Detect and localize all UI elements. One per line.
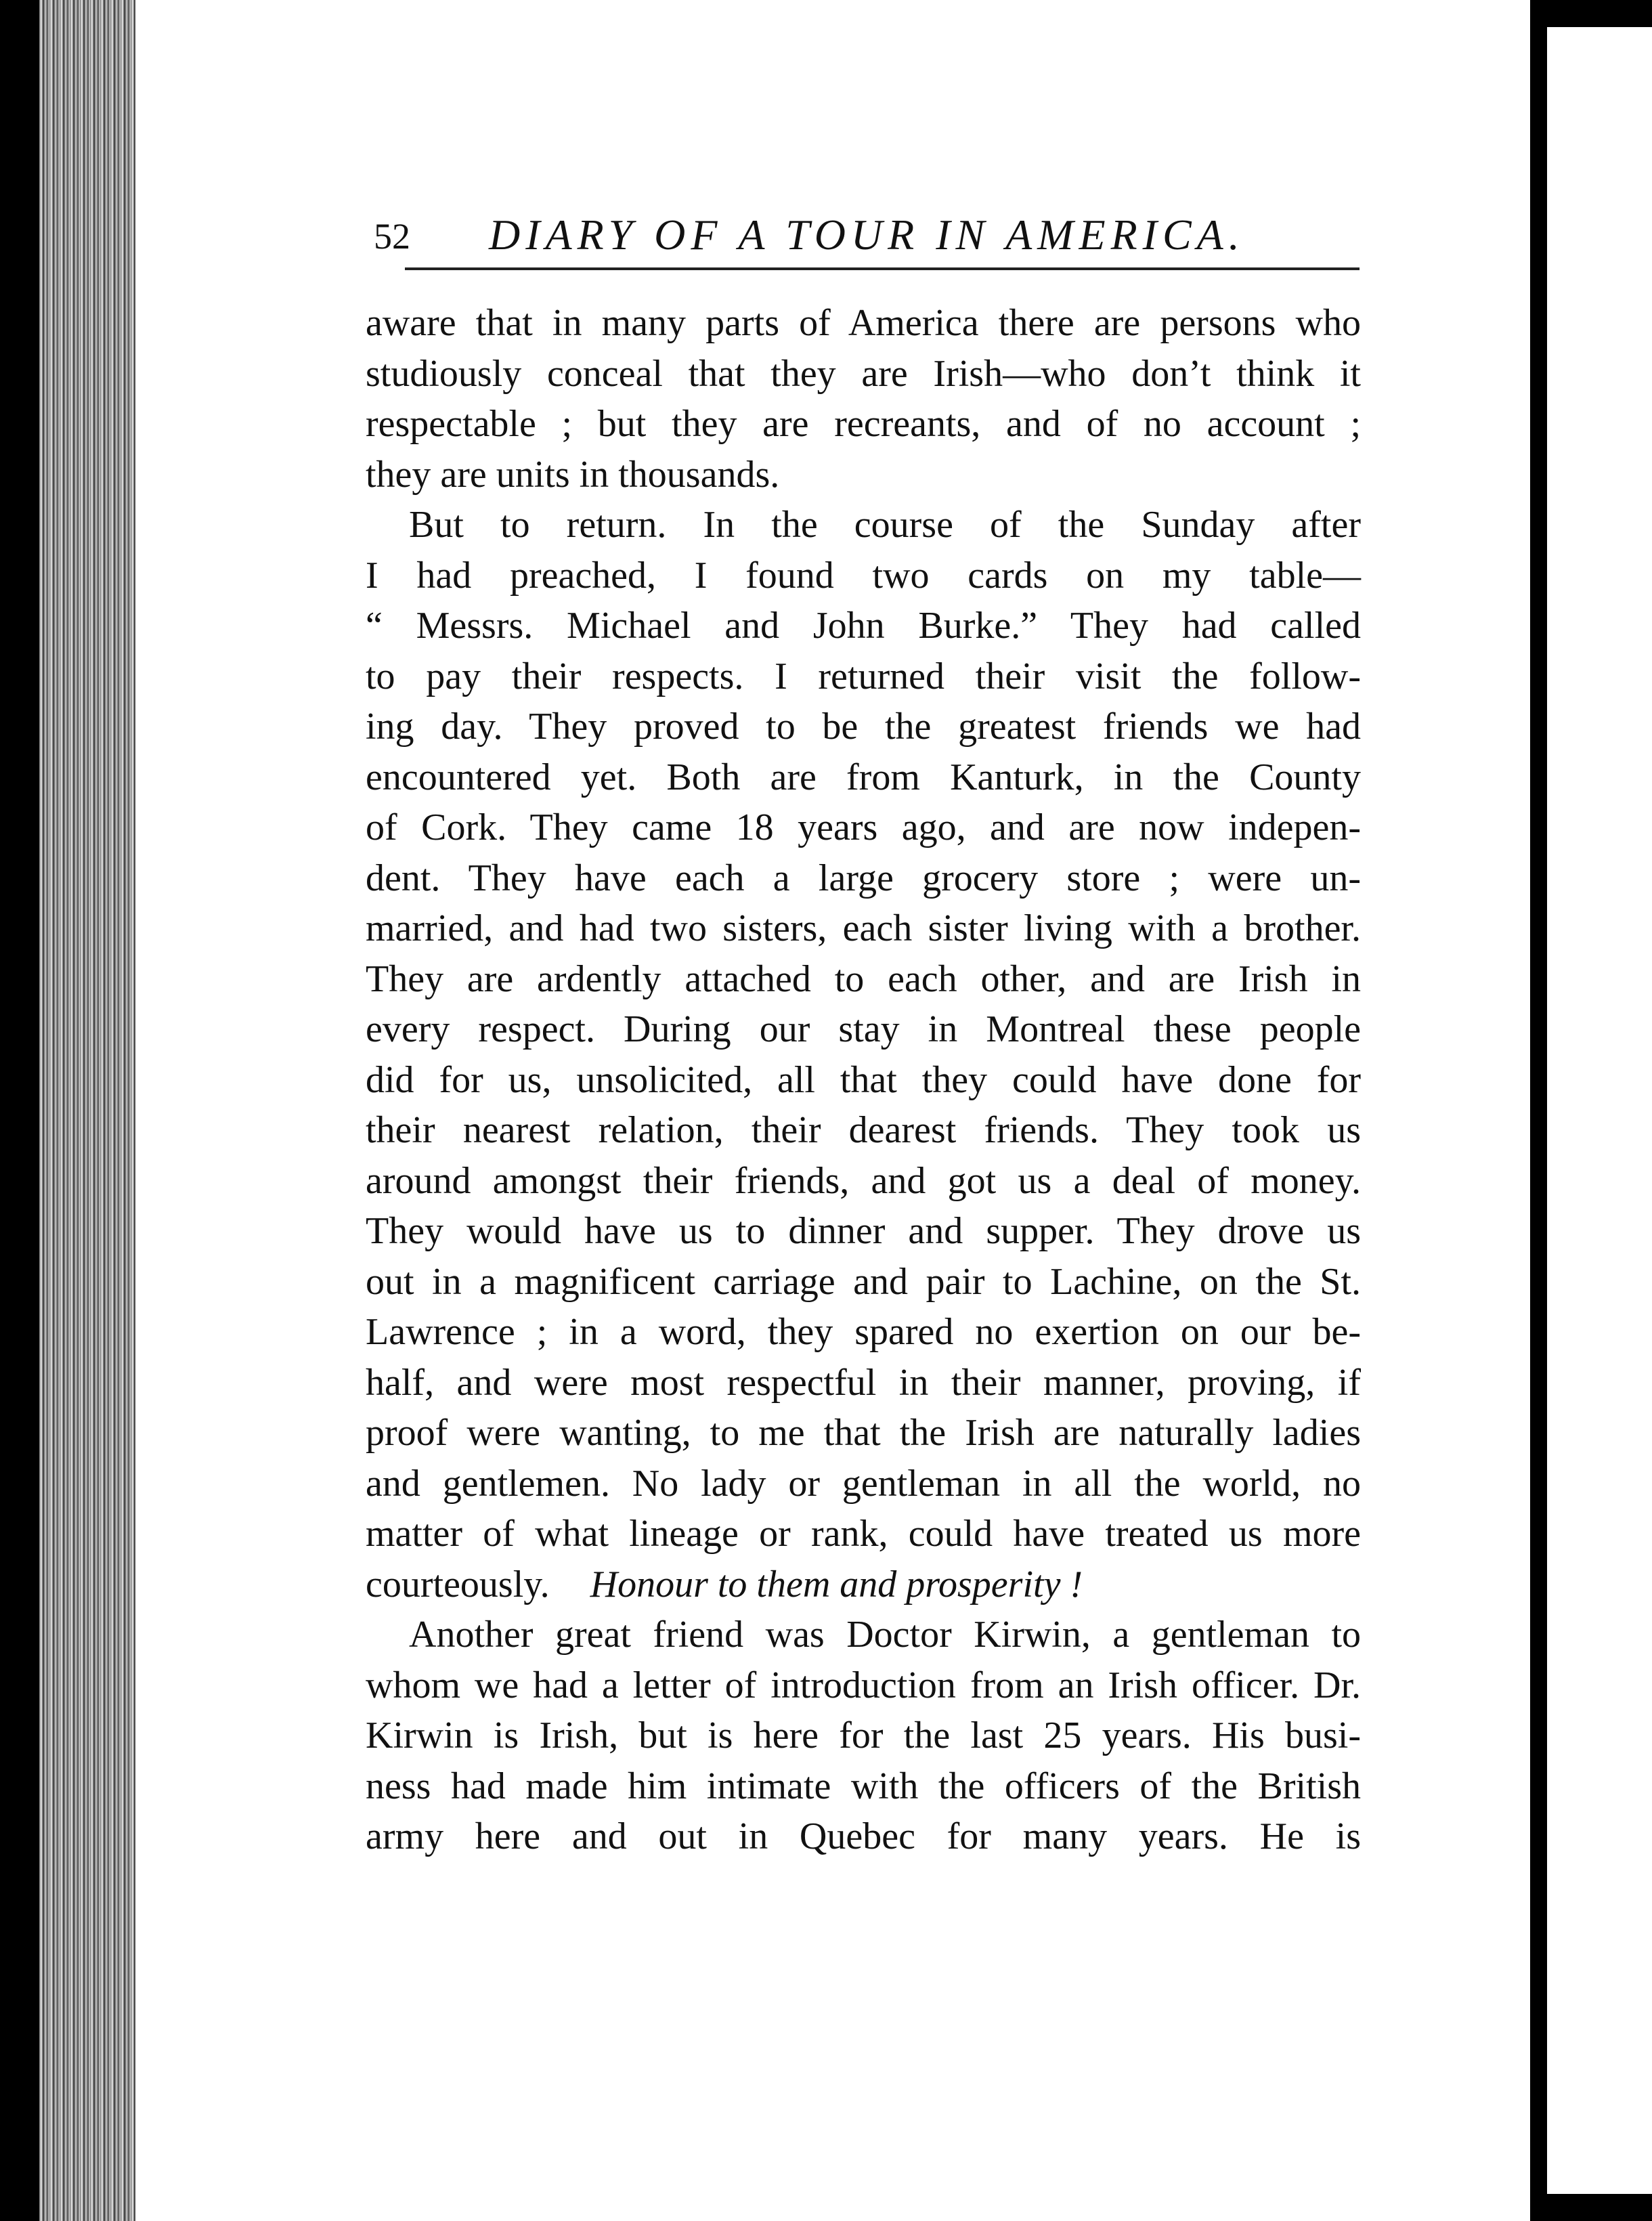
text-line: encountered yet. Both are from Kanturk, in the County — [366, 756, 1361, 798]
text-line: married, and had two sisters, each sister living with a brother. — [366, 907, 1361, 949]
text-line: Lawrence ; in a word, they spared no exertion on our be- — [366, 1311, 1361, 1353]
text-line: They are ardently attached to each other, and are Irish in — [366, 957, 1361, 1000]
paragraph-3 — [366, 1610, 1361, 1862]
text-line: “ Messrs. Michael and John Burke.” They had called — [366, 605, 1361, 647]
paragraph-1 — [366, 298, 1361, 500]
text-line: their nearest relation, their dearest friends. They took us — [366, 1109, 1361, 1151]
text-line: Kirwin is Irish, but is here for the last 25 years. His busi- — [366, 1715, 1361, 1756]
text-line: respectable ; but they are recreants, and of no account ; — [366, 403, 1361, 445]
text-line: studiously conceal that they are Irish—who don’t think it — [366, 352, 1361, 395]
text-line: every respect. During our stay in Montreal these people — [366, 1008, 1361, 1050]
body-text — [366, 298, 1361, 1862]
text-line: half, and were most respectful in their manner, proving, if — [366, 1361, 1361, 1404]
text-line: they are units in thousands. — [366, 453, 780, 496]
text-line: of Cork. They came 18 years ago, and are now indepen- — [366, 806, 1361, 848]
text-line: and gentlemen. No lady or gentleman in all the world, no — [366, 1462, 1361, 1505]
text-line: out in a magnificent carriage and pair to Lachine, on the St. — [366, 1260, 1361, 1303]
text-line: around amongst their friends, and got us a deal of money. — [366, 1159, 1361, 1202]
text-line: proof were wanting, to me that the Irish are naturally ladies — [366, 1412, 1361, 1454]
text-line: army here and out in Quebec for many years. He is — [366, 1815, 1361, 1857]
text-line: dent. They have each a large grocery store ; were un- — [366, 857, 1361, 899]
text-line: aware that in many parts of America there are persons who — [366, 302, 1361, 344]
paragraph-2 — [366, 500, 1361, 1610]
text-line: did for us, unsolicited, all that they could have done for — [366, 1058, 1361, 1101]
text-line: to pay their respects. I returned their visit the follow- — [366, 655, 1361, 697]
text-line: matter of what lineage or rank, could have treated us more — [366, 1513, 1361, 1555]
page-number: 52 — [374, 216, 410, 257]
facing-page-edge — [1547, 27, 1652, 2194]
book-page-edges — [39, 0, 141, 2221]
closing-text: courteously. — [366, 1563, 550, 1605]
text-line: ness had made him intimate with the officers of the British — [366, 1765, 1361, 1807]
closing-line — [366, 1559, 1361, 1610]
text-line: They would have us to dinner and supper. They drove us — [366, 1210, 1361, 1252]
text-line: ing day. They proved to be the greatest friends we had — [366, 706, 1361, 748]
header-rule — [405, 267, 1360, 270]
page-header — [374, 203, 1362, 278]
italic-exclamation: Honour to them and prosperity ! — [590, 1563, 1083, 1605]
running-title: DIARY OF A TOUR IN AMERICA. — [489, 211, 1245, 259]
text-line: I had preached, I found two cards on my table— — [366, 554, 1361, 597]
text-line: Another great friend was Doctor Kirwin, a gentleman to — [409, 1614, 1361, 1656]
text-line: But to return. In the course of the Sunday after — [409, 504, 1361, 546]
text-line: whom we had a letter of introduction from an Irish officer. Dr. — [366, 1664, 1361, 1706]
